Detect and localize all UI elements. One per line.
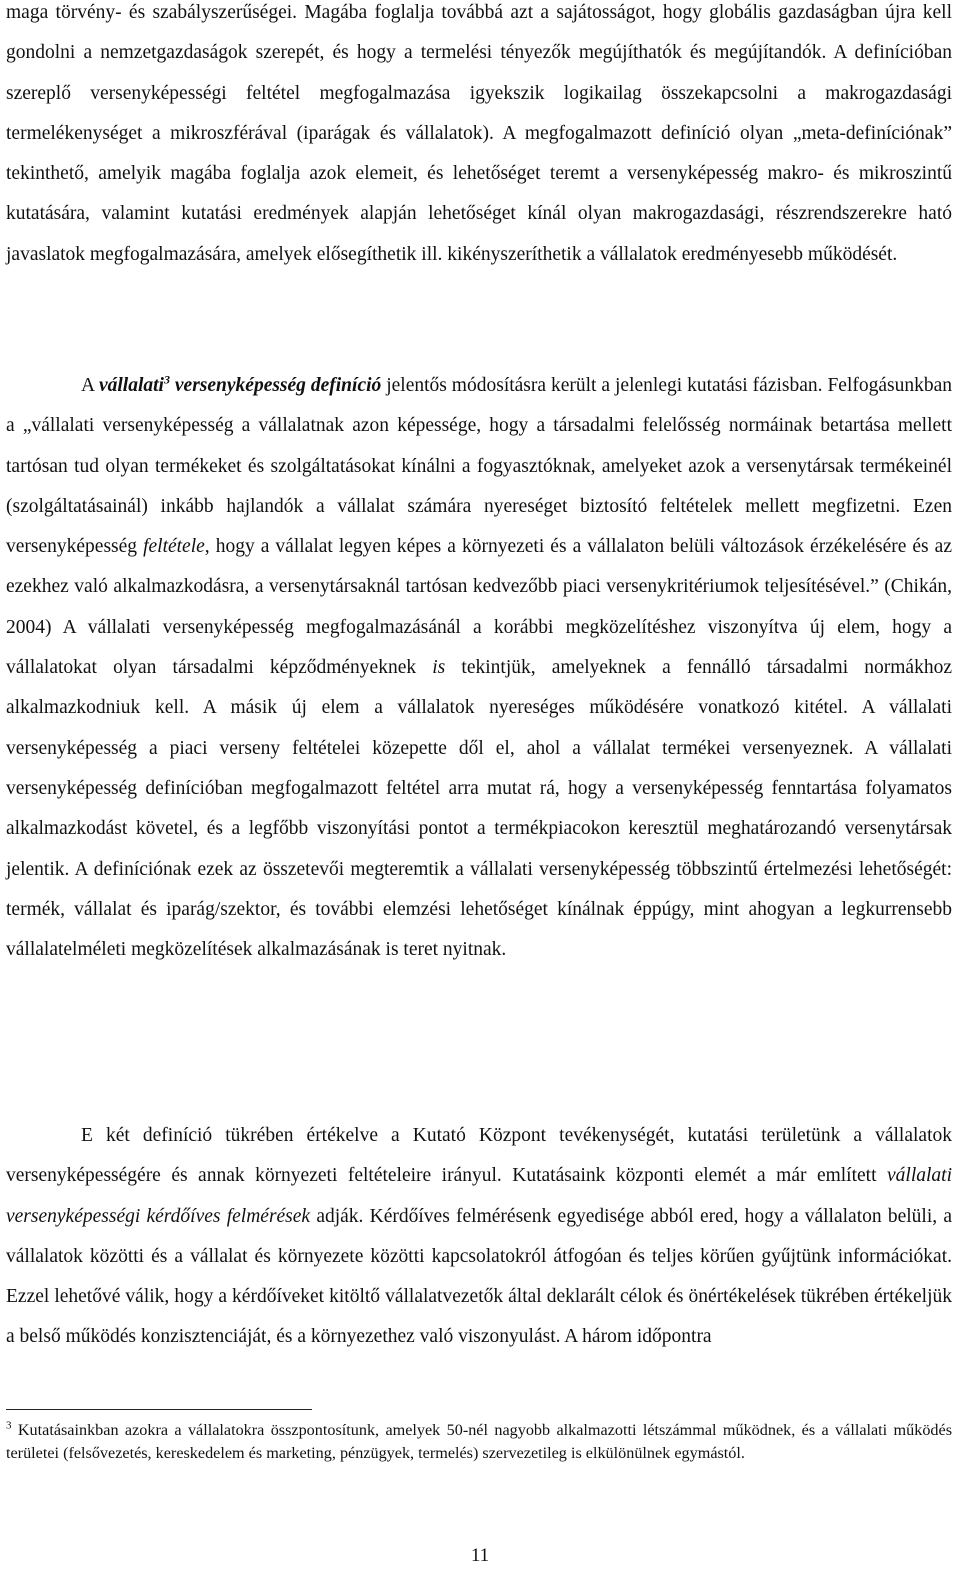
emphasis-is: is [432, 657, 446, 679]
paragraph-1-text: maga törvény- és szabályszerűségei. Magába foglalja továbbá azt a sajátosságot, hogy globális gazdaságban újra kell gondolni a nemzetgazdaságok szerepét, és hogy a termelési tényezők megújíthatók és megújítandók. A definícióban szereplő versenyképességi feltétel megfogalmazása igyekszik logikailag összekapcsolni a makrogazdasági termelékenységet a mikroszférával (iparágak és vállalatok). A megfogalmazott definíció olyan „meta-definíciónak” tekinthető, amelyik magába foglalja azok elemeit, és lehetőséget teremt a versenyképesség makro- és mikroszintű kutatására, valamint kutatási eredmények alapján lehetőséget kínál olyan makrogazdasági, részrendszerekre ható javaslatok megfogalmazására, amelyek elősegíthetik ill. kikényszeríthetik a vállalatok eredményesebb működését. [6, 2, 952, 265]
body-paragraph-1 [6, 0, 952, 275]
page-number: 11 [470, 1545, 490, 1566]
footnote-text: Kutatásainkban azokra a vállalatokra összpontosítunk, amelyek 50-nél nagyobb alkalmazotti létszámmal működnek, és a vállalati működés területei (felsővezetés, kereskedelem és marketing, pénzügyek, termelés) szervezetileg is elkülönülnek egymástól. [6, 1421, 952, 1462]
defined-term-vallalati: vállalati [98, 375, 164, 396]
paragraph-2-text-c: tekintjük, amelyeknek a fennálló társadalmi normákhoz alkalmazkodniuk kell. A másik új elem a vállalatok nyereséges működésére vonatkozó kitétel. A vállalati versenyképesség a piaci verseny feltételei közepette dől el, ahol a vállalat termékei versenyeznek. A vállalati versenyképesség definícióban megfogalmazott feltétel arra mutat rá, hogy a versenyképesség fenntartása folyamatos alkalmazkodást követel, és a legfőbb viszonyítási pontot a termékpiacokon keresztül meghatározandó versenytársak jelentik. A definíciónak ezek az összetevői megteremtik a vállalati versenyképesség többszintű értelmezési lehetőségét: termék, vállalat és iparág/szektor, és további elemzési lehetőséget kínálnak éppúgy, mint ahogyan a legkurrensebb vállalatelméleti megközelítések alkalmazásának is teret nyitnak. [6, 657, 952, 961]
body-paragraph-2 [6, 366, 952, 970]
footnote-reference[interactable]: 3 [163, 372, 170, 387]
footnote-divider [6, 1409, 312, 1410]
body-paragraph-3 [6, 1116, 952, 1358]
emphasis-feltetele: feltétele [143, 536, 205, 558]
emphasis-survey-name: vállalati versenyképességi kérdőíves felmérések [6, 1165, 952, 1227]
paragraph-2-text-b: , hogy a vállalat legyen képes a környezeti és a vállalaton belüli változások érzékelésére és az ezekhez való alkalmazkodásra, a versenytársaknál tartósan kedvezőbb piaci versenykritériumok teljesítésével.” (Chikán, 2004) A vállalati versenyképesség megfogalmazásánál a korábbi megközelítéshez viszonyítva új elem, hogy a vállalatokat olyan társadalmi képződményeknek [6, 536, 952, 679]
paragraph-3-text-b: adják. Kérdőíves felmérésenk egyedisége abból ered, hogy a vállalaton belüli, a vállalatok közötti és a vállalat és környezete közötti kapcsolatokról átfogóan és teljes körűen gyűjtünk információkat. Ezzel lehetővé válik, hogy a kérdőíveket kitöltő vállalatvezetők által deklarált célok és önértékelések tükrében értékeljük a belső működés konzisztenciáját, és a környezethez való viszonyulást. A három időpontra [6, 1205, 953, 1348]
paragraph-2-lead: A [81, 375, 99, 396]
footnote-number: 3 [6, 1419, 12, 1432]
defined-term-versenykepesseg-definicio: versenyképesség definíció [169, 375, 382, 396]
paragraph-3-text-a: E két definíció tükrében értékelve a Kutató Központ tevékenységét, kutatási területünk a vállalatok versenyképességére és annak környezeti feltételeire irányul. Kutatásaink központi elemét a már említett [6, 1125, 952, 1187]
footnote [6, 1419, 952, 1465]
paragraph-2-text-a: jelentős módosításra került a jelenlegi kutatási fázisban. Felfogásunkban a „vállalati versenyképesség a vállalatnak azon képessége, hogy a társadalmi felelősség normáinak betartása mellett tartósan tud olyan termékeket és szolgáltatásokat kínálni a fogyasztóknak, amelyeket azok a versenytársak termékeinél (szolgáltatásainál) inkább hajlandók a vállalat számára nyereséget biztosító feltételek mellett megfizetni. Ezen versenyképesség [6, 375, 953, 558]
